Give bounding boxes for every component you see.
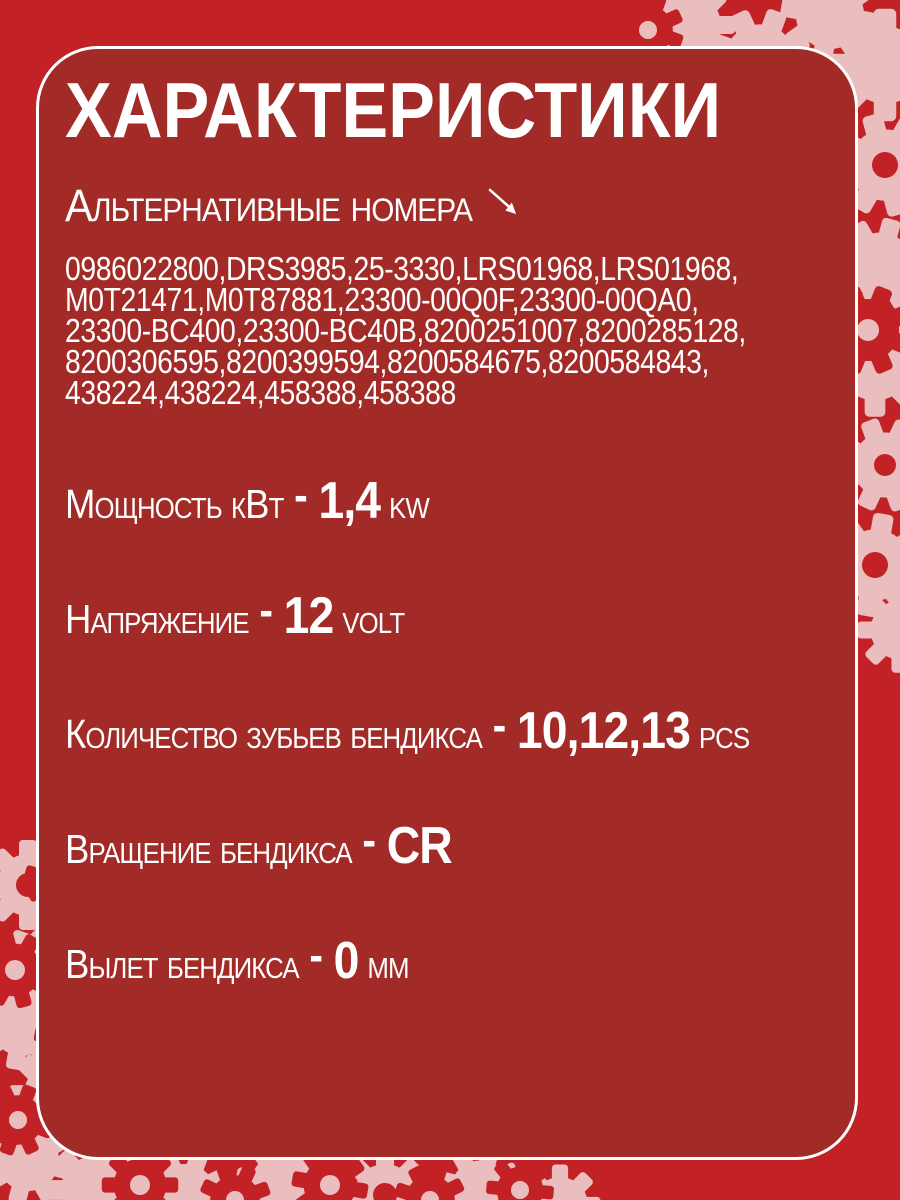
spec-label: Мощность кВт bbox=[65, 481, 284, 527]
spec-value: 0 bbox=[333, 932, 359, 990]
spec-value: 12 bbox=[283, 587, 334, 645]
alt-numbers-line: 23300-BC400,23300-BC40B,8200251007,8200285128, bbox=[65, 312, 746, 349]
spec-label: Количество зубьев бендикса bbox=[65, 711, 482, 757]
alt-numbers-heading-row bbox=[65, 179, 781, 232]
spec-value: CR bbox=[386, 817, 452, 875]
spec-separator: - bbox=[259, 584, 273, 636]
spec-label: Вращение бендикса bbox=[65, 826, 352, 872]
alt-numbers-line: 8200306595,8200399594,8200584675,8200584843, bbox=[65, 343, 709, 380]
spec-row-power bbox=[65, 469, 750, 530]
spec-separator: - bbox=[362, 814, 377, 866]
spec-separator: - bbox=[294, 469, 308, 521]
alt-numbers-heading: Альтернативные номера bbox=[65, 180, 473, 231]
spec-label: Напряжение bbox=[65, 596, 249, 642]
spec-separator: - bbox=[492, 699, 507, 751]
spec-list bbox=[65, 469, 835, 990]
arrow-down-right-icon bbox=[485, 185, 524, 223]
spec-card bbox=[36, 46, 858, 1160]
alt-numbers-line: M0T21471,M0T87881,23300-00Q0F,23300-00QA0, bbox=[65, 281, 699, 318]
spec-row-rotation bbox=[65, 814, 750, 875]
spec-row-pinion-offset bbox=[65, 929, 750, 990]
page-title: ХАРАКТЕРИСТИКИ bbox=[65, 66, 722, 154]
alt-numbers-line: 0986022800,DRS3985,25-3330,LRS01968,LRS01968, bbox=[65, 250, 739, 287]
spec-value: 10,12,13 bbox=[516, 702, 690, 760]
spec-unit: volt bbox=[342, 596, 405, 642]
spec-value: 1,4 bbox=[318, 472, 381, 530]
spec-unit: pcs bbox=[698, 711, 750, 757]
spec-unit: kw bbox=[389, 481, 429, 527]
spec-row-teeth-count bbox=[65, 699, 750, 760]
spec-separator: - bbox=[309, 929, 323, 981]
spec-row-voltage bbox=[65, 584, 750, 645]
alt-numbers-line: 438224,438224,458388,458388 bbox=[65, 374, 456, 411]
spec-unit: мм bbox=[367, 941, 409, 987]
alt-numbers-list bbox=[65, 250, 835, 411]
spec-label: Вылет бендикса bbox=[65, 941, 299, 987]
